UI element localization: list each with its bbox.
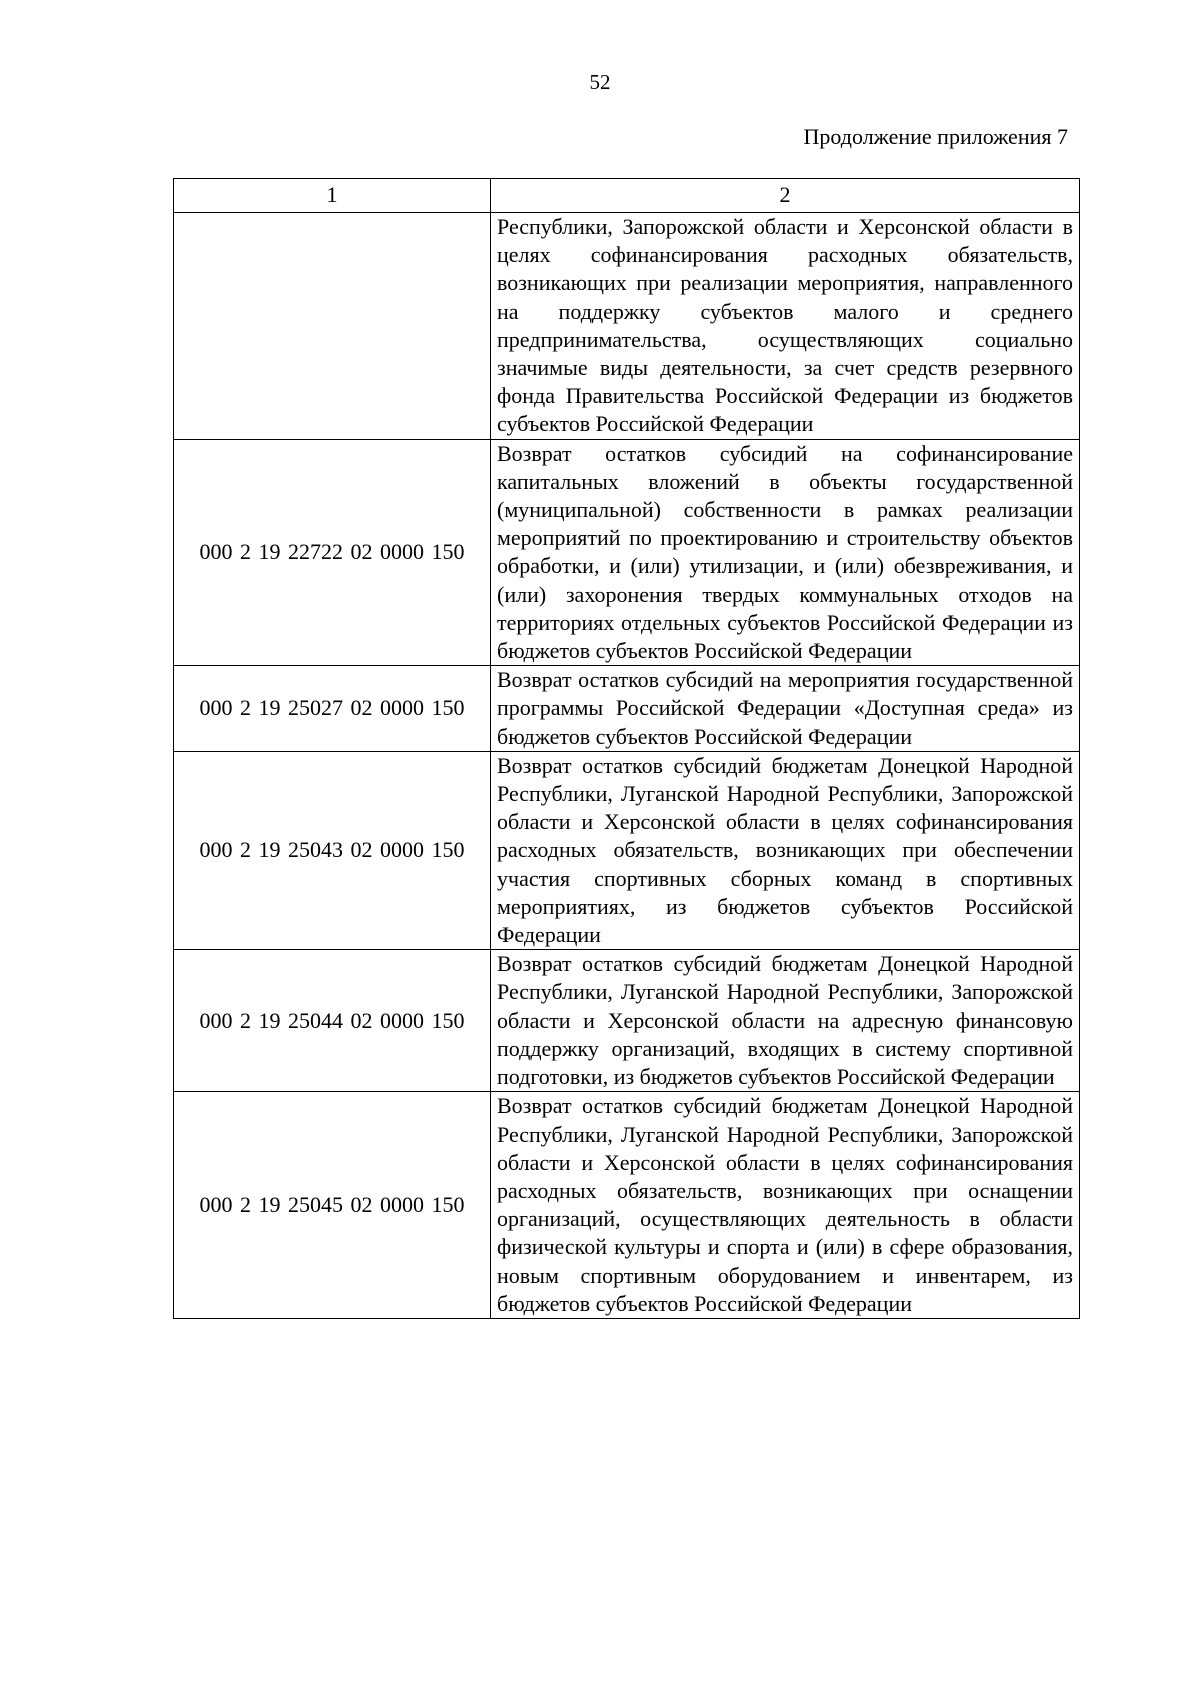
- description-cell: Возврат остатков субсидий бюджетам Донецкой Народной Республики, Луганской Народной Республики, Запорожской области и Херсонской области на адресную финансовую поддержку организаций, входящих в систему спортивной подготовки, из бюджетов субъектов Российской Федерации: [491, 950, 1080, 1092]
- budget-code-cell: 000 2 19 25044 02 0000 150: [174, 950, 491, 1092]
- appendix-continuation-label: Продолжение приложения 7: [803, 124, 1068, 149]
- budget-code-cell: 000 2 19 25027 02 0000 150: [174, 666, 491, 752]
- table-row: [174, 1092, 1080, 1319]
- budget-code-cell: 000 2 19 22722 02 0000 150: [174, 439, 491, 666]
- table-header-row: [174, 179, 1080, 213]
- budget-code-cell: 000 2 19 25045 02 0000 150: [174, 1092, 491, 1319]
- column-header-code: 1: [174, 179, 491, 213]
- description-cell: Возврат остатков субсидий бюджетам Донецкой Народной Республики, Луганской Народной Республики, Запорожской области и Херсонской области в целях софинансирования расходных обязательств, возникающих при оснащении организаций, осуществляющих деятельность в области физической культуры и спорта и (или) в сфере образования, новым спортивным оборудованием и инвентарем, из бюджетов субъектов Российской Федерации: [491, 1092, 1080, 1319]
- table-row: [174, 213, 1080, 440]
- table-row: [174, 751, 1080, 949]
- table-row: [174, 666, 1080, 752]
- description-cell: Возврат остатков субсидий бюджетам Донецкой Народной Республики, Луганской Народной Республики, Запорожской области и Херсонской области в целях софинансирования расходных обязательств, возникающих при обеспечении участия спортивных сборных команд в спортивных мероприятиях, из бюджетов субъектов Российской Федерации: [491, 751, 1080, 949]
- page-number: 52: [589, 70, 611, 94]
- description-cell: Возврат остатков субсидий на софинансирование капитальных вложений в объекты государственной (муниципальной) собственности в рамках реализации мероприятий по проектированию и строительству объектов обработки, и (или) утилизации, и (или) обезвреживания, и (или) захоронения твердых коммунальных отходов на территориях отдельных субъектов Российской Федерации из бюджетов субъектов Российской Федерации: [491, 439, 1080, 666]
- table-row: [174, 439, 1080, 666]
- budget-codes-table: [173, 178, 1080, 1319]
- description-cell: Возврат остатков субсидий на мероприятия государственной программы Российской Федерации «Доступная среда» из бюджетов субъектов Российской Федерации: [491, 666, 1080, 752]
- budget-code-cell: [174, 213, 491, 440]
- table-row: [174, 950, 1080, 1092]
- column-header-description: 2: [491, 179, 1080, 213]
- description-cell: Республики, Запорожской области и Херсонской области в целях софинансирования расходных обязательств, возникающих при реализации мероприятия, направленного на поддержку субъектов малого и среднего предпринимательства, осуществляющих социально значимые виды деятельности, за счет средств резервного фонда Правительства Российской Федерации из бюджетов субъектов Российской Федерации: [491, 213, 1080, 440]
- budget-code-cell: 000 2 19 25043 02 0000 150: [174, 751, 491, 949]
